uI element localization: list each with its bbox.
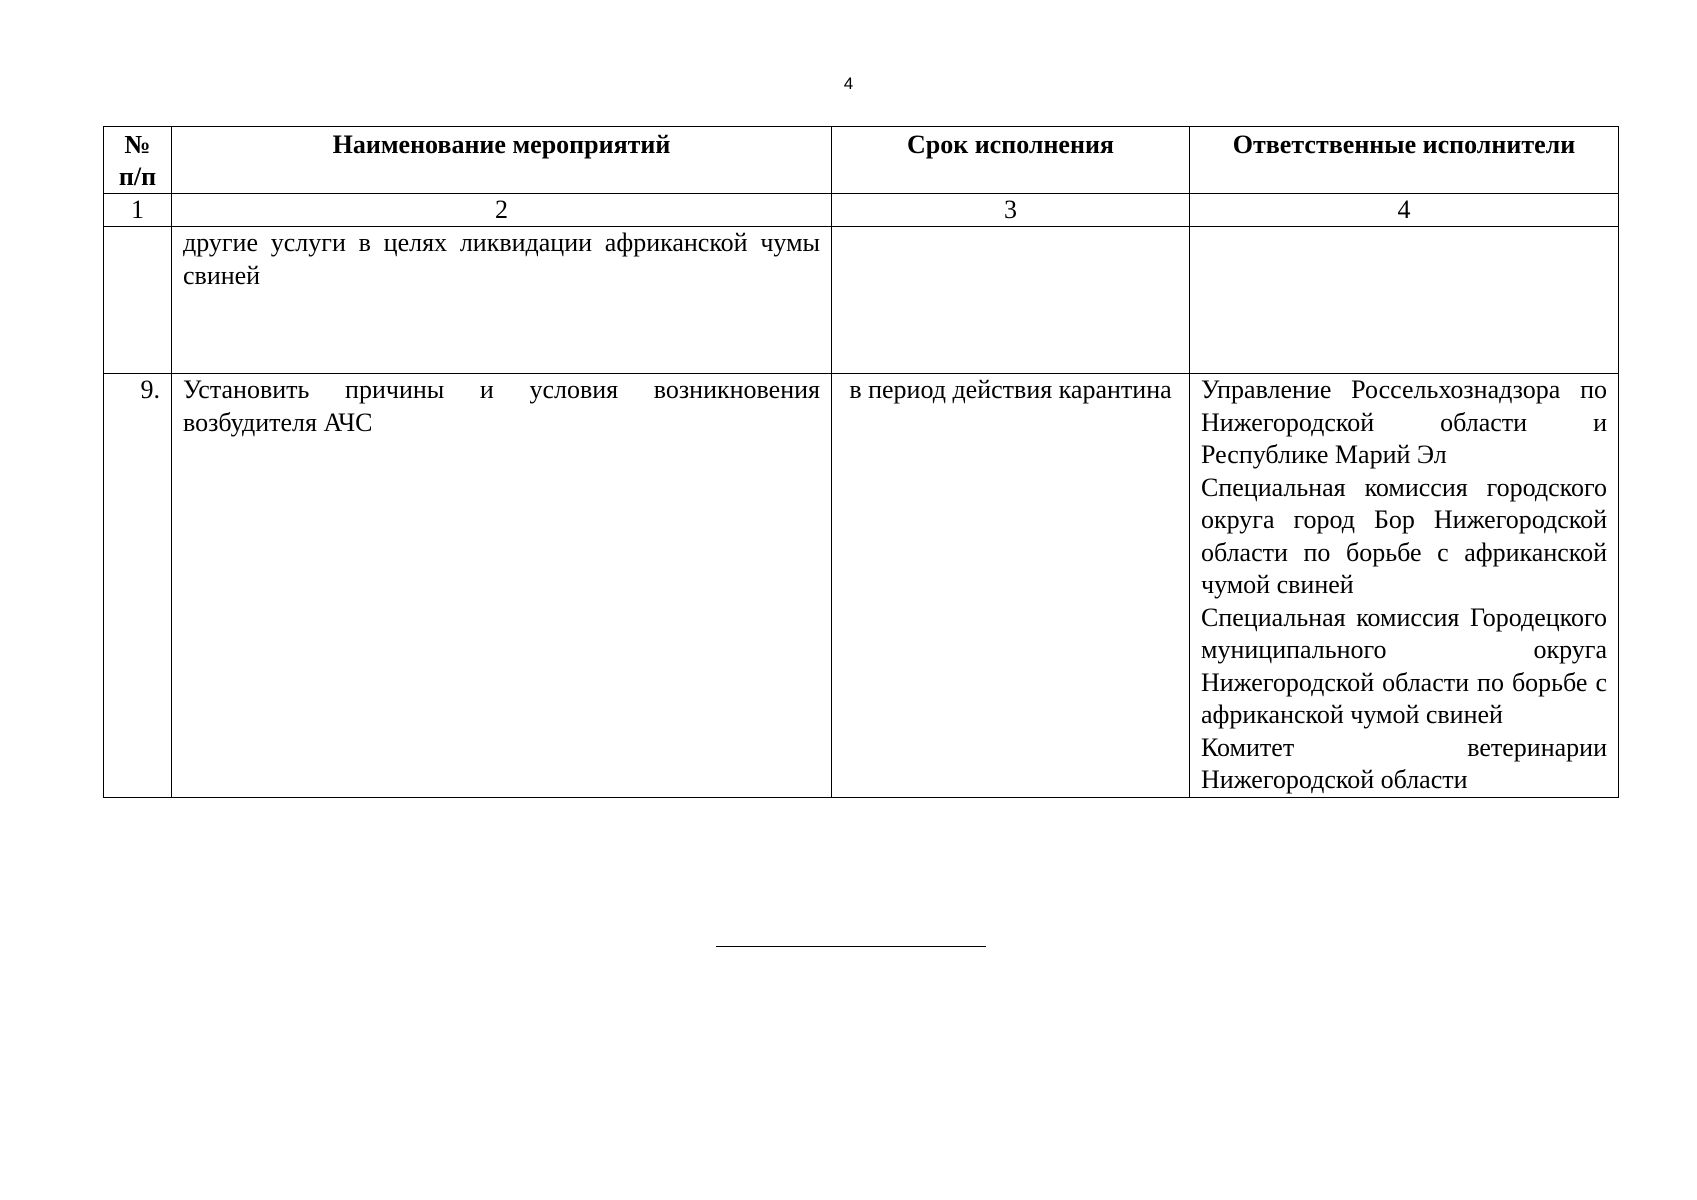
header-num: № п/п bbox=[104, 127, 172, 194]
column-index: 4 bbox=[1190, 194, 1619, 227]
responsible-executors bbox=[1190, 374, 1619, 798]
activity-name: другие услуги в целях ликвидации африканской чумы свиней bbox=[172, 227, 832, 374]
table-row bbox=[104, 227, 1619, 374]
responsible-entry: Управление Россельхознадзора по Нижегородской области и Республике Марий Эл bbox=[1201, 375, 1607, 469]
plan-table bbox=[103, 126, 1619, 798]
page-number: 4 bbox=[843, 74, 854, 93]
column-index: 2 bbox=[172, 194, 832, 227]
deadline: в период действия карантина bbox=[832, 374, 1190, 798]
column-index: 3 bbox=[832, 194, 1190, 227]
row-number: 9. bbox=[104, 374, 172, 798]
deadline bbox=[832, 227, 1190, 374]
header-responsible: Ответственные исполнители bbox=[1190, 127, 1619, 194]
responsible-entry: Комитет ветеринарии Нижегородской области bbox=[1201, 732, 1607, 794]
row-number bbox=[104, 227, 172, 374]
header-deadline: Срок исполнения bbox=[832, 127, 1190, 194]
column-index: 1 bbox=[104, 194, 172, 227]
table-row bbox=[104, 374, 1619, 798]
responsible-entry: Специальная комиссия Городецкого муниципального округа Нижегородской области по борьбе с африканской чумой свиней bbox=[1201, 602, 1607, 729]
header-row bbox=[104, 127, 1619, 194]
responsible-entry: Специальная комиссия городского округа город Бор Нижегородской области по борьбе с африканской чумой свиней bbox=[1201, 472, 1607, 599]
activity-name: Установить причины и условия возникновения возбудителя АЧС bbox=[172, 374, 832, 798]
column-index-row bbox=[104, 194, 1619, 227]
end-separator-line bbox=[716, 946, 986, 947]
header-name: Наименование мероприятий bbox=[172, 127, 832, 194]
responsible-executors bbox=[1190, 227, 1619, 374]
